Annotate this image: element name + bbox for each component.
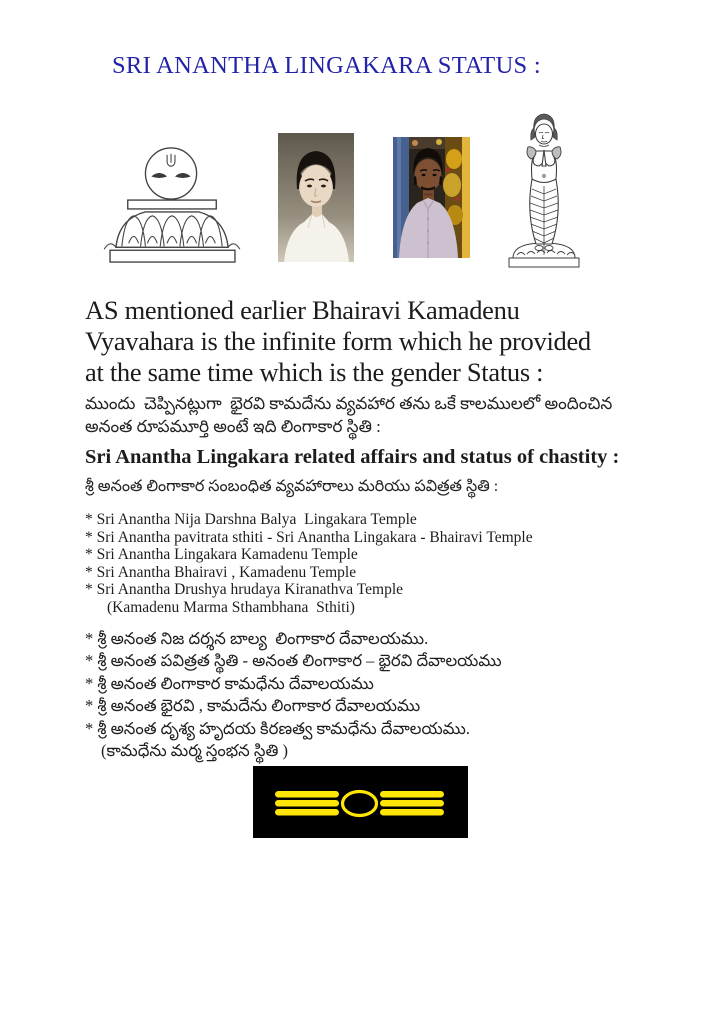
temple-list-item: * Sri Anantha Nija Darshna Balya Lingakara Temple xyxy=(85,511,417,528)
temple-list-note-telugu: (కామధేను మర్మ స్తంభన స్థితి ) xyxy=(101,741,288,761)
intro-te-line: ముందు చెప్పినట్లుగా భైరవి కామదేను వ్యవహార తను ఒకే కాలములలో అందించిన xyxy=(85,394,613,413)
intro-en-line: at the same time which is the gender Status : xyxy=(85,357,544,387)
lingam-line-drawing-icon xyxy=(94,145,252,265)
man-portrait-photo xyxy=(393,137,470,258)
page-title: SRI ANANTHA LINGAKARA STATUS : xyxy=(112,52,542,79)
temple-list-item-telugu: * శ్రీ అనంత పవిత్రత స్థితి - అనంత లింగాకార – భైరవి దేవాలయము xyxy=(85,651,502,671)
temple-list-item-telugu: * శ్రీ అనంత దృశ్య హృదయ కిరణత్వ కామధేను దేవాలయము. xyxy=(85,718,470,738)
temple-list-item-telugu: * శ్రీ అనంత నిజ దర్శన బాల్య లింగాకార దేవాలయము. xyxy=(85,629,429,648)
temple-list-english xyxy=(85,511,685,617)
temple-list-item: * Sri Anantha pavitrata sthiti - Sri Anantha Lingakara - Bhairavi Temple xyxy=(85,528,533,546)
tripundra-oval-emblem-icon xyxy=(253,766,468,838)
temple-list-item: * Sri Anantha Bhairavi , Kamadenu Temple xyxy=(85,563,357,581)
temple-list-item-telugu: * శ్రీ అనంత లింగాకార కామధేను దేవాలయము xyxy=(85,673,374,693)
intro-paragraph-telugu xyxy=(85,392,685,438)
lingam-drawing-figure xyxy=(94,145,252,270)
deity-drawing-figure xyxy=(503,103,585,276)
temple-list-note: (Kamadenu Marma Sthambhana Sthiti) xyxy=(107,598,355,616)
boy-portrait-photo xyxy=(278,133,354,262)
man-photo-figure xyxy=(393,137,470,263)
section-heading-telugu: శ్రీ అనంత లింగాకార సంబంధిత వ్యవహారాలు మరియు పవిత్రత స్థితి : xyxy=(85,478,499,495)
temple-list-telugu xyxy=(85,628,685,762)
intro-en-line: Vyavahara is the infinite form which he provided xyxy=(85,326,591,356)
intro-te-line: అనంత రూపమూర్తి అంటే ఇది లింగాకార స్థితి : xyxy=(85,417,381,436)
boy-photo-figure xyxy=(278,133,354,267)
intro-en-line: AS mentioned earlier Bhairavi Kamadenu xyxy=(85,295,520,325)
standing-deity-line-drawing-icon xyxy=(503,103,585,271)
intro-paragraph-english xyxy=(85,295,685,388)
tripundra-oval-emblem xyxy=(253,766,468,838)
section-heading-english: Sri Anantha Lingakara related affairs and status of chastity : xyxy=(85,446,620,468)
temple-list-item-telugu: * శ్రీ అనంత భైరవి , కామదేను లింగాకార దేవాలయము xyxy=(85,696,421,716)
temple-list-item: * Sri Anantha Drushya hrudaya Kiranathva Temple xyxy=(85,581,404,599)
temple-list-item: * Sri Anantha Lingakara Kamadenu Temple xyxy=(85,546,358,564)
